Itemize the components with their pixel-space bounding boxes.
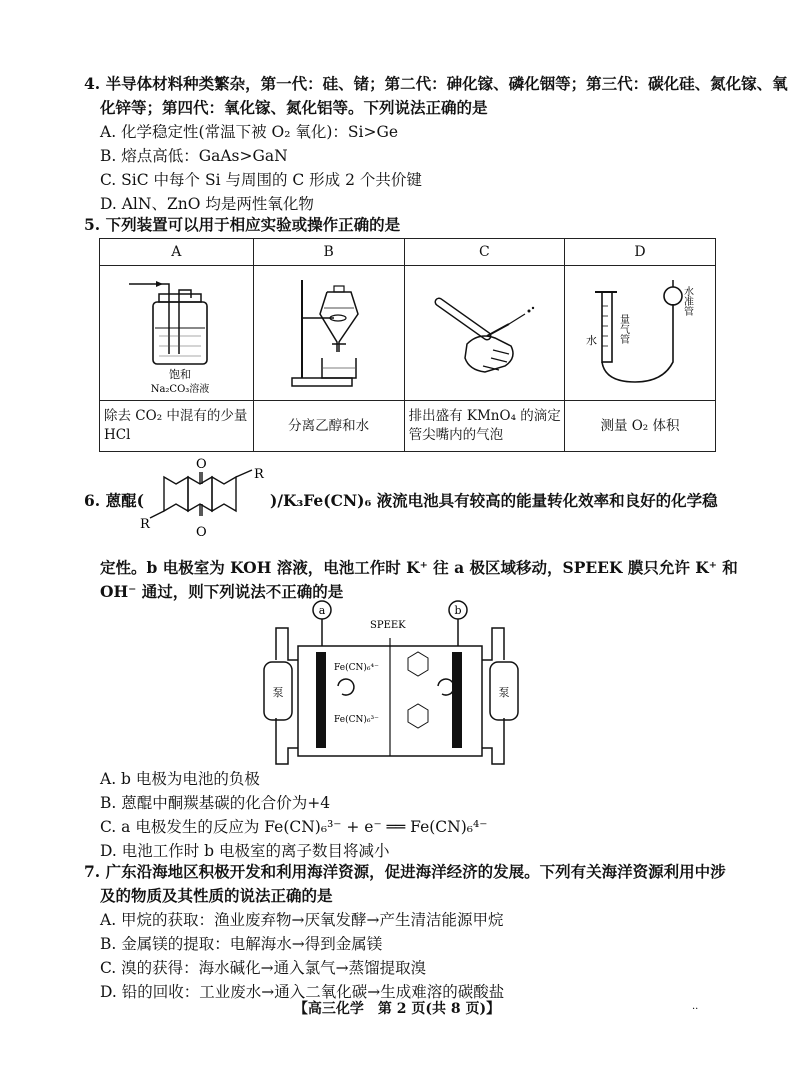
header-c: C xyxy=(404,239,564,266)
caption-b: 分离乙醇和水 xyxy=(253,401,404,452)
struct-o-bottom: O xyxy=(196,525,207,538)
q7-option-c: C. 溴的获得：海水碱化→通入氯气→蒸馏提取溴 xyxy=(100,959,427,977)
fe-top-label: Fe(CN)₆⁴⁻ xyxy=(334,663,379,673)
gas-measuring-apparatus-icon xyxy=(565,266,715,396)
q6-option-b: B. 蒽醌中酮羰基碳的化合价为+4 xyxy=(100,794,331,812)
q6-option-d: D. 电池工作时 b 电极室的离子数目将减小 xyxy=(100,842,390,860)
apparatus-a xyxy=(100,266,254,401)
q7-option-b: B. 金属镁的提取：电解海水→得到金属镁 xyxy=(100,935,383,953)
apparatus-table xyxy=(99,238,716,452)
q4-option-b: B. 熔点高低：GaAs>GaN xyxy=(100,147,288,165)
solution-label-1: 饱和 xyxy=(169,368,192,381)
q4-option-c: C. SiC 中每个 Si 与周围的 C 形成 2 个共价键 xyxy=(100,171,422,189)
q6-stem-line3: OH⁻ 通过，则下列说法不正确的是 xyxy=(100,582,344,601)
q4-option-d: D. AlN、ZnO 均是两性氧化物 xyxy=(100,195,314,213)
membrane-label: SPEEK xyxy=(370,620,406,631)
leveling-tube-label: 水准管 xyxy=(681,286,693,316)
water-label: 水 xyxy=(585,334,597,347)
struct-r-right: R xyxy=(254,467,264,482)
caption-c: 排出盛有 KMnO₄ 的滴定管尖嘴内的气泡 xyxy=(404,401,564,452)
q7-option-a: A. 甲烷的获取：渔业废弃物→厌氧发酵→产生清洁能源甲烷 xyxy=(100,911,504,929)
q6-stem-end: )/K₃Fe(CN)₆ 液流电池具有较高的能量转化效率和良好的化学稳 xyxy=(270,491,718,510)
header-d: D xyxy=(564,239,715,266)
page-footer: 【高三化学 第 2 页(共 8 页)】 xyxy=(293,1001,501,1017)
header-a: A xyxy=(100,239,254,266)
corner-mark: ·· xyxy=(692,1004,699,1015)
electrode-b-label: b xyxy=(454,604,462,617)
fe-bottom-label: Fe(CN)₆³⁻ xyxy=(334,715,379,725)
burette-bubble-icon xyxy=(409,266,559,396)
anthraquinone-structure-icon xyxy=(132,454,268,538)
apparatus-d xyxy=(564,266,715,401)
gauge-tube-label: 量气管 xyxy=(617,314,629,344)
gas-washing-bottle-icon xyxy=(101,266,251,396)
q4-stem-line1: 4. 半导体材料种类繁杂，第一代：硅、锗；第二代：砷化镓、磷化铟等；第三代：碳化硅、氮化镓、氧 xyxy=(84,74,788,93)
q6-stem-start: 6. 蒽醌( xyxy=(84,491,144,510)
pump-left-label: 泵 xyxy=(272,686,284,699)
solution-label-2: Na₂CO₃溶液 xyxy=(151,384,210,395)
flow-battery-diagram xyxy=(252,598,532,770)
q5-stem: 5. 下列装置可以用于相应实验或操作正确的是 xyxy=(84,215,401,234)
apparatus-b xyxy=(253,266,404,401)
struct-r-left: R xyxy=(140,517,150,532)
q7-option-d: D. 铅的回收：工业废水→通入二氧化碳→生成难溶的碳酸盐 xyxy=(100,983,505,1001)
caption-a: 除去 CO₂ 中混有的少量 HCl xyxy=(100,401,254,452)
q7-stem-line2: 及的物质及其性质的说法正确的是 xyxy=(100,886,333,905)
q4-stem-line2: 化锌等；第四代：氧化镓、氮化铝等。下列说法正确的是 xyxy=(100,98,488,117)
q6-option-c: C. a 电极发生的反应为 Fe(CN)₆³⁻ + e⁻ ══ Fe(CN)₆⁴⁻ xyxy=(100,818,488,836)
q7-stem-line1: 7. 广东沿海地区积极开发和利用海洋资源，促进海洋经济的发展。下列有关海洋资源利用中涉 xyxy=(84,862,726,881)
pump-right-label: 泵 xyxy=(498,686,510,699)
separatory-funnel-icon xyxy=(254,266,404,396)
struct-o-top: O xyxy=(196,457,207,472)
q6-stem-line2: 定性。b 电极室为 KOH 溶液，电池工作时 K⁺ 往 a 极区域移动，SPEEK 膜只允许 K⁺ 和 xyxy=(100,558,738,577)
header-b: B xyxy=(253,239,404,266)
electrode-a-label: a xyxy=(318,604,326,617)
apparatus-c xyxy=(404,266,564,401)
q6-option-a: A. b 电极为电池的负极 xyxy=(100,770,260,788)
q4-option-a: A. 化学稳定性(常温下被 O₂ 氧化)：Si>Ge xyxy=(100,123,399,141)
caption-d: 测量 O₂ 体积 xyxy=(564,401,715,452)
